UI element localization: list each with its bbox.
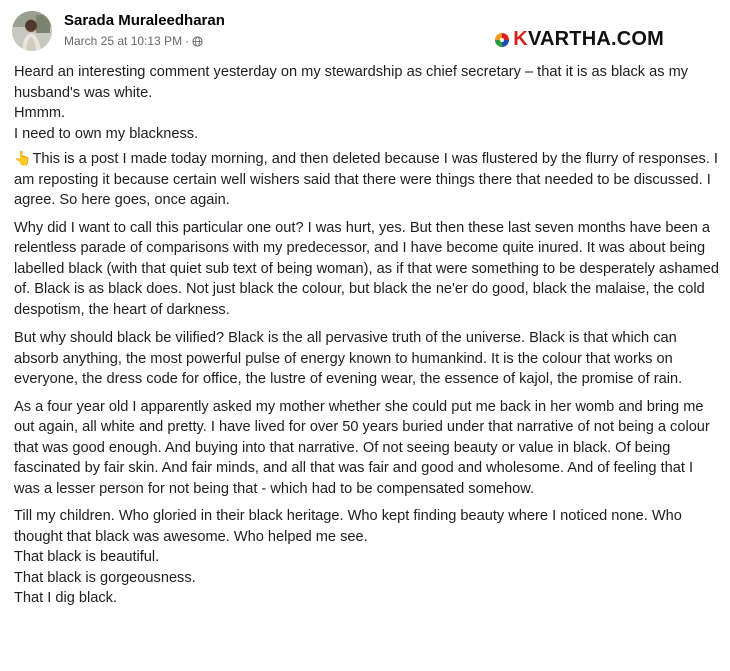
watermark-text: VARTHA.COM bbox=[527, 28, 664, 50]
post-header bbox=[10, 8, 720, 52]
globe-icon bbox=[192, 36, 203, 47]
meta-separator: · bbox=[185, 34, 190, 48]
post-paragraph-1: Heard an interesting comment yesterday on my stewardship as chief secretary – that it is as black as my husband's was white. Hmmm. I need to own my blackness. bbox=[14, 64, 689, 142]
post-paragraph-2 bbox=[14, 148, 720, 211]
post-paragraph-3: Why did I want to call this particular one out? I was hurt, yes. But then these last seven months have been a relentless parade of comparisons with my predecessor, and I have become quite inured. It was about being labelled black (with that quiet sub text of being woman), as if that were something to be desperately ashamed of. Black is as black does. Not just black the colour, but black the ne'er do good, black the malaise, the cold despotism, the heart of darkness. bbox=[14, 219, 719, 318]
post-paragraph-2-text: This is a post I made today morning, and then deleted because I was flustered by the flurry of responses. I am reposting it because certain well wishers said that there were things there that needed to be discussed. I agree. So here goes, once again. bbox=[14, 151, 718, 208]
pointing-up-hand-icon: 👆 bbox=[14, 150, 32, 166]
kvartha-watermark bbox=[495, 28, 664, 51]
kvartha-logo-icon bbox=[495, 33, 509, 47]
author-avatar[interactable] bbox=[12, 11, 52, 51]
post-paragraph-5: As a four year old I apparently asked my mother whether she could put me back in her womb and bring me out again, all white and pretty. I have lived for over 50 years buried under that narrative of not being a colour that was good enough. And buying into that narrative. Of not seeing beauty or value in black. Of being fascinated by fair skin. And fair minds, and all that was fair and good and wholesome. And of feeling that I was a lesser person for not being that - which had to be compensated somehow. bbox=[14, 398, 710, 497]
watermark-k: K bbox=[513, 28, 528, 50]
post-timestamp[interactable]: March 25 at 10:13 PM bbox=[64, 34, 183, 48]
avatar-photo-icon bbox=[12, 11, 52, 51]
post-meta bbox=[64, 34, 203, 48]
post-paragraph-4: But why should black be vilified? Black is the all pervasive truth of the universe. Black is that which can absorb anything, the most powerful pulse of energy known to humankind. It is the colour that works on everyone, the dress code for office, the lustre of evening wear, the essence of kajol, the promise of rain. bbox=[14, 330, 683, 387]
post-body bbox=[14, 62, 720, 616]
post-paragraph-6: Till my children. Who gloried in their black heritage. Who kept finding beauty where I noticed none. Who thought that black was awesome. Who helped me see. That black is beautiful. That black is gorgeousness. That I dig black. bbox=[14, 508, 682, 606]
author-name[interactable]: Sarada Muraleedharan bbox=[64, 12, 225, 29]
